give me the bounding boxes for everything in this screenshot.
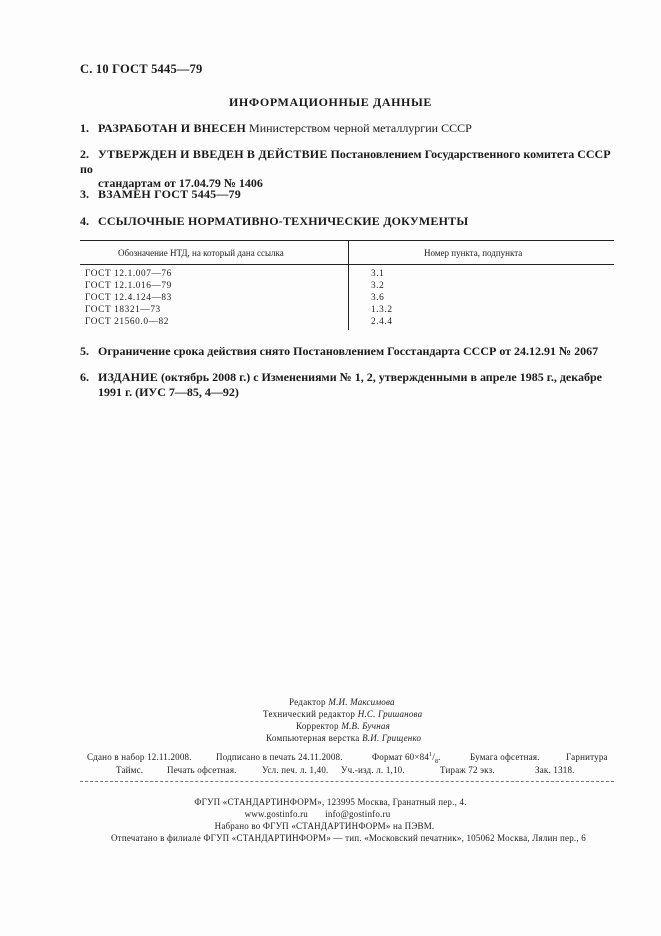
info-item-4 — [80, 214, 620, 229]
imprint-print-sheets: Усл. печ. л. 1,40. — [262, 765, 329, 775]
credit-name: М.В. Бучная — [341, 721, 390, 731]
table-header-document: Обозначение НТД, на который дана ссылка — [118, 248, 284, 258]
imprint-format-tail: . — [438, 752, 441, 762]
credit-role: Технический редактор — [263, 709, 356, 719]
imprint-pub-sheets: Уч.-изд. л. 1,10. — [341, 765, 405, 775]
table-cell-document: ГОСТ 12.1.007—76 — [85, 269, 172, 279]
table-top-rule — [80, 240, 614, 241]
imprint-typeface-name: Таймс. — [116, 765, 144, 775]
imprint-format-sup: 1 — [429, 752, 433, 758]
info-item-1 — [80, 121, 620, 136]
page-header: С. 10 ГОСТ 5445—79 — [80, 62, 203, 76]
table-cell-clause: 1.3.2 — [371, 305, 393, 315]
imprint-typeface: Гарнитура — [566, 752, 608, 762]
item-heading: ИЗДАНИЕ — [98, 370, 158, 384]
document-title: ИНФОРМАЦИОННЫЕ ДАННЫЕ — [229, 95, 432, 109]
table-cell-clause: 3.2 — [371, 281, 385, 291]
item-text-continuation: стандартам от 17.04.79 № 1406 — [98, 176, 263, 190]
table-cell-clause: 3.6 — [371, 293, 385, 303]
imprint-signed: Подписано в печать 24.11.2008. — [216, 752, 343, 762]
imprint-submitted: Сдано в набор 12.11.2008. — [87, 752, 192, 762]
table-cell-document: ГОСТ 18321—73 — [85, 305, 161, 315]
table-header-clause: Номер пункта, подпункта — [424, 248, 523, 258]
item-text: (октябрь 2008 г.) с Изменениями № 1, 2, утвержденными в апреле 1985 г., декабре — [157, 370, 602, 384]
publisher-website: www.gostinfo.ru — [244, 809, 309, 819]
publisher-email: info@gostinfo.ru — [325, 809, 391, 819]
credit-name: В.И. Грищенко — [362, 733, 422, 743]
imprint-divider — [80, 781, 614, 782]
table-cell-clause: 3.1 — [371, 269, 385, 279]
imprint-format-text: Формат 60×84 — [372, 752, 430, 762]
table-row — [85, 281, 605, 292]
imprint-order: Зак. 1318. — [535, 765, 575, 775]
credit-layout — [266, 733, 421, 745]
imprint-format: Формат $60\times 84^1/_8$. — [372, 752, 441, 765]
table-row — [85, 317, 605, 328]
item-number: 3. — [80, 187, 89, 201]
imprint-paper: Бумага офсетная. — [470, 752, 540, 762]
item-text: Министерством черной металлургии СССР — [246, 121, 472, 135]
credit-role: Редактор — [289, 697, 326, 707]
item-heading: УТВЕРЖДЕН И ВВЕДЕН В ДЕЙСТВИЕ — [98, 147, 328, 161]
publisher-contacts — [0, 809, 648, 819]
credit-proofreader — [296, 721, 390, 733]
table-row — [85, 269, 605, 280]
info-item-2 — [80, 147, 620, 191]
credit-name: Н.С. Гришанова — [357, 709, 423, 719]
imprint-format-sub: 8 — [434, 758, 439, 765]
credit-role: Компьютерная верстка — [266, 733, 360, 743]
credit-technical-editor — [263, 709, 422, 721]
printed-note: Отпечатано в филиале ФГУП «СТАНДАРТИНФОРМ» — тип. «Московский печатник», 105062 Москва, Лялин пер., 6 — [110, 833, 586, 843]
item-text-continuation: 1991 г. (ИУС 7—85, 4—92) — [98, 384, 239, 399]
table-header-rule — [80, 264, 614, 265]
imprint-print-method: Печать офсетная. — [167, 765, 237, 775]
item-number: 4. — [80, 214, 89, 228]
credit-name: М.И. Максимова — [328, 697, 395, 707]
item-heading: ВЗАМЕН ГОСТ 5445—79 — [98, 187, 241, 201]
item-text: Постановлением Государственного комитета СССР по — [80, 147, 611, 176]
credit-editor — [289, 697, 395, 709]
typeset-note: Набрано во ФГУП «СТАНДАРТИНФОРМ» на ПЭВМ. — [214, 821, 435, 831]
table-row — [85, 293, 605, 304]
table-cell-document: ГОСТ 12.1.016—79 — [85, 281, 172, 291]
table-cell-document: ГОСТ 21560.0—82 — [85, 317, 169, 327]
table-row — [85, 305, 605, 316]
info-item-3 — [80, 187, 620, 202]
table-cell-document: ГОСТ 12.4.124—83 — [85, 293, 172, 303]
item-number: 6. — [80, 370, 89, 384]
item-number: 5. — [80, 344, 89, 358]
item-number: 1. — [80, 121, 89, 135]
item-text: Ограничение срока действия снято Постановлением Госстандарта СССР от 24.12.91 № 2067 — [98, 344, 599, 358]
imprint-print-run: Тираж 72 экз. — [440, 765, 495, 775]
info-item-6 — [80, 370, 620, 399]
item-heading: РАЗРАБОТАН И ВНЕСЕН — [98, 121, 247, 135]
table-cell-clause: 2.4.4 — [371, 317, 393, 327]
publisher-address: ФГУП «СТАНДАРТИНФОРМ», 123995 Москва, Гранатный пер., 4. — [194, 797, 467, 807]
item-number: 2. — [80, 147, 89, 161]
info-item-5 — [80, 344, 620, 359]
credit-role: Корректор — [296, 721, 339, 731]
item-heading: ССЫЛОЧНЫЕ НОРМАТИВНО-ТЕХНИЧЕСКИЕ ДОКУМЕНТЫ — [98, 214, 469, 228]
